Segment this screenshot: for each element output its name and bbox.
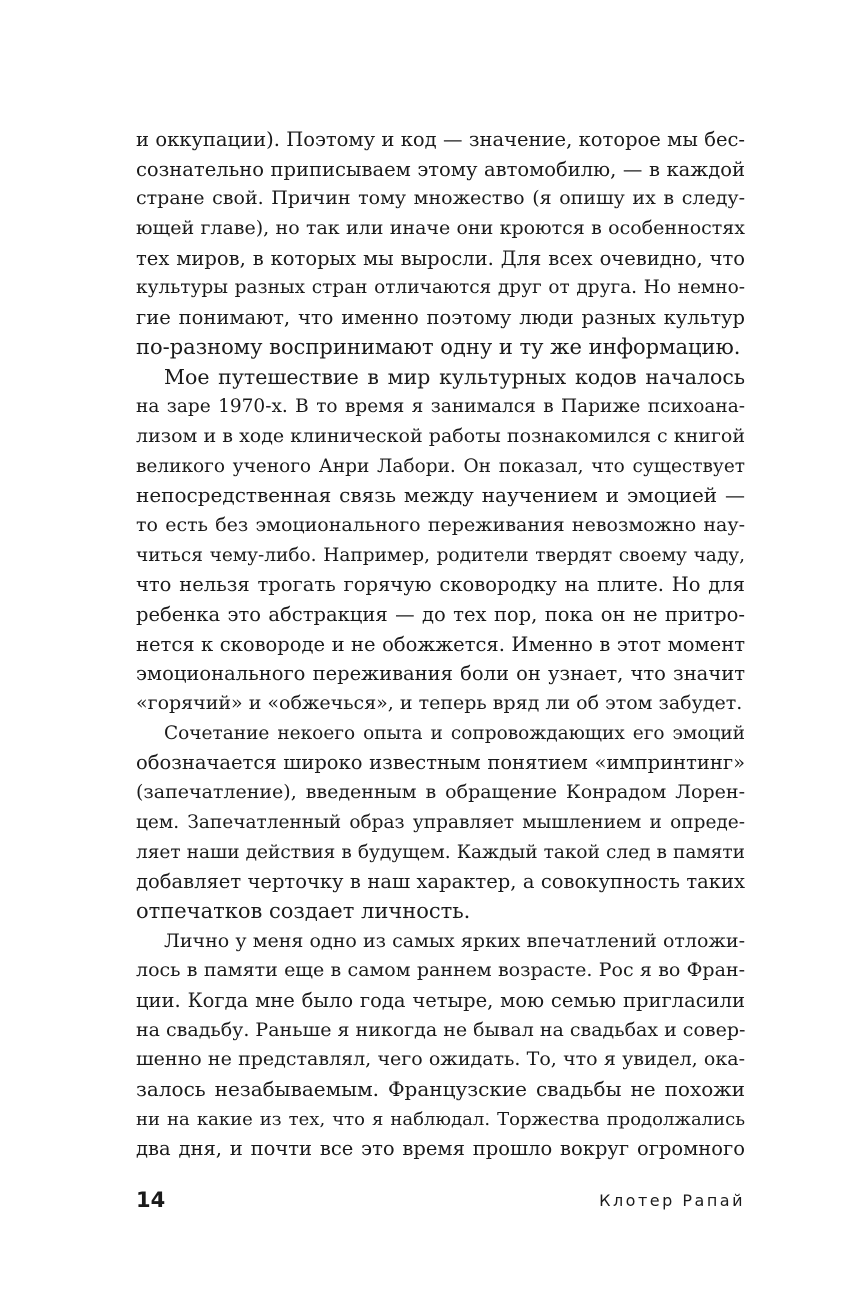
text-line: нется к сковороде и не обожжется. Именно в этот момент xyxy=(136,632,745,656)
text-line: на свадьбу. Раньше я никогда не бывал на свадьбах и совер- xyxy=(136,1018,745,1041)
body-text xyxy=(136,125,745,1164)
text-line: ции. Когда мне было года четыре, мою семью пригласили xyxy=(136,988,745,1012)
page-number: 14 xyxy=(136,1188,166,1212)
text-line: сознательно приписываем этому автомобилю, — в каждой xyxy=(136,157,745,181)
text-line: обозначается широко известным понятием «импринтинг» xyxy=(136,751,745,775)
text-line: читься чему-либо. Например, родители твердят своему чаду, xyxy=(136,544,745,566)
text-line: ни на какие из тех, что я наблюдал. Торжества продолжались xyxy=(136,1108,745,1130)
text-line: два дня, и почти все это время прошло вокруг огромного xyxy=(136,1137,745,1161)
text-line: отпечатков создает личность. xyxy=(136,898,471,923)
text-line: шенно не представлял, чего ожидать. То, что я увидел, ока- xyxy=(136,1048,745,1071)
text-line: непосредственная связь между научением и эмоцией — xyxy=(136,483,745,508)
text-line: (запечатление), введенным в обращение Конрадом Лорен- xyxy=(136,781,745,804)
text-line: тех миров, в которых мы выросли. Для всех очевидно, что xyxy=(136,246,745,270)
text-line: на заре 1970-х. В то время я занимался в Париже психоана- xyxy=(136,396,745,418)
text-line: лось в памяти еще в самом раннем возрасте. Рос я во Фран- xyxy=(136,959,745,982)
running-head-author: Клотер Рапай xyxy=(599,1191,745,1210)
text-line: ляет наши действия в будущем. Каждый такой след в памяти xyxy=(136,841,745,863)
text-line: «горячий» и «обжечься», и теперь вряд ли об этом забудет. xyxy=(136,692,743,715)
text-line: и оккупации). Поэтому и код — значение, которое мы бес- xyxy=(136,128,745,151)
text-line: Сочетание некоего опыта и сопровождающих его эмоций xyxy=(164,722,745,744)
text-line: ющей главе), но так или иначе они кроются в особенностях xyxy=(136,217,745,240)
text-line: по-разному воспринимают одну и ту же информацию. xyxy=(136,334,741,359)
text-line: лизом и в ходе клинической работы познакомился с книгой xyxy=(136,424,745,447)
text-line: великого ученого Анри Лабори. Он показал, что существует xyxy=(136,455,745,477)
text-line: цем. Запечатленный образ управляет мышлением и опреде- xyxy=(136,811,745,833)
text-line: Лично у меня одно из самых ярких впечатлений отложи- xyxy=(164,929,745,952)
text-line: эмоционального переживания боли он узнает, что значит xyxy=(136,662,745,686)
text-line: Мое путешествие в мир культурных кодов началось xyxy=(164,364,745,389)
text-line: культуры разных стран отличаются друг от друга. Но немно- xyxy=(136,277,745,299)
text-line: то есть без эмоционального переживания невозможно нау- xyxy=(136,513,745,536)
text-line: стране свой. Причин тому множество (я опишу их в следу- xyxy=(136,187,745,210)
text-line: ребенка это абстракция — до тех пор, пока он не притро- xyxy=(136,603,745,626)
text-line: залось незабываемым. Французские свадьбы не похожи xyxy=(136,1077,745,1101)
text-line: гие понимают, что именно поэтому люди разных культур xyxy=(136,306,745,330)
text-line: что нельзя трогать горячую сковородку на плите. Но для xyxy=(136,573,745,597)
text-line: добавляет черточку в наш характер, а совокупность таких xyxy=(136,870,745,894)
